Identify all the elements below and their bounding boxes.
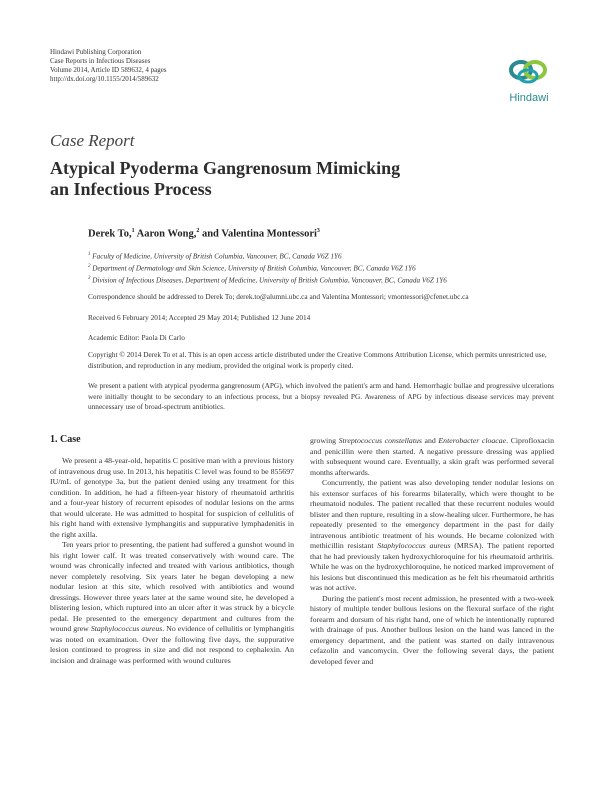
- publisher: Hindawi Publishing Corporation: [50, 48, 142, 56]
- article-title: [50, 158, 430, 200]
- academic-editor: Academic Editor: Paola Di Carlo: [88, 333, 185, 342]
- paragraph: During the patient's most recent admission, he presented with a two-week history of multiple tender bullous lesions on the flexural surface of the right forearm and dorsum of his right hand, one of which he intentionally ruptured with drainage of pus. Another bullous lesion on the hand was lanced in the emergency department, and the patient was started on daily intravenous cefazolin and vancomycin. Over the following several days, the patient developed fever and: [310, 593, 554, 666]
- volume-info: Volume 2014, Article ID 589632, 4 pages: [50, 66, 167, 74]
- title-line-1: Atypical Pyoderma Gangrenosum Mimicking: [50, 158, 401, 178]
- organism-name: Enterobacter cloacae: [438, 436, 507, 445]
- section-heading: 1. Case: [50, 434, 81, 445]
- title-line-2: an Infectious Process: [50, 179, 212, 199]
- organism-name: Staphylococcus aureus: [377, 541, 451, 551]
- affiliation: $^1$ Faculty of Medicine, University of British Columbia, Vancouver, BC, Canada V6Z 1Y6: [88, 252, 342, 261]
- logo-wordmark: Hindawi: [509, 92, 549, 104]
- paragraph: Ten years prior to presenting, the patient had suffered a gunshot wound in his right lower calf. It was treated conservatively with wound care. The wound was chronically infected and treated with various antibiotics, though never completely resolving. Six years later he began developing a new nodular lesion at this site, which resolved with antibiotics and wound dressings. However three years later at the same wound site, he developed a blistering lesion, which ruptured into an ulcer after it was struck by a bicycle pedal. He presented to the emergency department and cultures from the wound grew Staphylococcus aureus. No evidence of cellulitis or lymphangitis was noted on examination. Over the following five days, the suppurative lesion continued to progress in size and did not respond to cephalexin. An incision and drainage was performed with wound cultures: [50, 540, 294, 665]
- article-type: Case Report: [50, 131, 135, 150]
- author-affil-sup: 2: [196, 228, 200, 234]
- hindawi-rings-icon: [499, 52, 559, 92]
- hindawi-logo: [499, 52, 559, 106]
- organism-name: Staphylococcus aureus: [90, 624, 163, 634]
- body-column-left: [50, 456, 294, 666]
- correspondence: Correspondence should be addressed to Derek To; derek.to@alumni.ubc.ca and Valentina Montessori; vmontessori@cfenet.ubc.ca: [88, 292, 469, 301]
- author-name: Aaron Wong,: [134, 228, 197, 240]
- paragraph: We present a 48-year-old, hepatitis C positive man with a previous history of intravenous drug use. In 2013, his hepatitis C level was found to be 855697 IU/mL of genotype 3a, but the patient denied using any treatment for this condition. In addition, he had a fifteen-year history of rheumatoid arthritis and a four-year history of recurrent episodes of nodular lesions on the arms that would ulcerate. He was admitted to hospital for suspicion of cellulitis of his right hand with extensive lymphangitis and suppurative lymphadenitis in the right axilla.: [50, 456, 294, 539]
- author-list: [88, 228, 320, 240]
- publication-dates: Received 6 February 2014; Accepted 29 May 2014; Published 12 June 2014: [88, 313, 311, 322]
- copyright-notice: Copyright © 2014 Derek To et al. This is an open access article distributed under the Creative Commons Attribution License, which permits unrestricted use, distribution, and reproduction in any medium, provided the original work is properly cited.: [88, 350, 547, 370]
- author-name: and Valentina Montessori: [199, 228, 317, 240]
- author-affil-sup: 3: [316, 228, 320, 234]
- abstract: We present a patient with atypical pyoderma gangrenosum (APG), which involved the patient's arm and hand. Hemorrhagic bullae and progressive ulcerations were initially thought to be secondary to an infectious process, but a biopsy revealed PG. Awareness of APG by infectious disease services may prevent unnecessary use of broad-spectrum antibiotics.: [88, 381, 554, 411]
- author-name: Derek To,: [88, 228, 132, 240]
- affiliation: $^2$ Department of Dermatology and Skin Science, University of British Columbia, Vancouver, BC, Canada V6Z 1Y6: [88, 263, 416, 273]
- organism-name: Streptococcus constellatus: [338, 436, 422, 445]
- journal-meta: [50, 48, 167, 84]
- doi-link[interactable]: http://dx.doi.org/10.1155/2014/589632: [50, 75, 159, 83]
- affiliations: [88, 250, 447, 286]
- body-column-right: [310, 436, 554, 667]
- author-affil-sup: 1: [131, 228, 135, 234]
- affiliation: $^3$ Division of Infectious Diseases, Department of Medicine, University of British Columbia, Vancouver, BC, Canada V6Z 1Y6: [88, 275, 447, 285]
- paragraph: growing Streptococcus constellatus and Enterobacter cloacae. Ciprofloxacin and penicillin were then started. A negative pressure dressing was applied with subsequent wound care. Eventually, a skin graft was performed several months afterwards.: [310, 436, 554, 477]
- journal-name: Case Reports in Infectious Diseases: [50, 57, 151, 65]
- paragraph: Concurrently, the patient was also developing tender nodular lesions on his extensor surfaces of his forearms bilaterally, which were thought to be rheumatoid nodules. The patient recalled that these recurrent nodules would blister and then rupture, resulting in a slow-healing ulcer. Furthermore, he has repeatedly presented to the emergency department in the past for daily intravenous antibiotic treatment of his wounds. He became colonized with methicillin resistant Staphylococcus aureus (MRSA). The patient reported that he had previously taken hydroxychloroquine for his rheumatoid arthritis. While he was on the hydroxychloroquine, he noticed marked improvement of his lesions but discontinued this medication as he felt his rheumatoid arthritis was not active.: [310, 478, 554, 593]
